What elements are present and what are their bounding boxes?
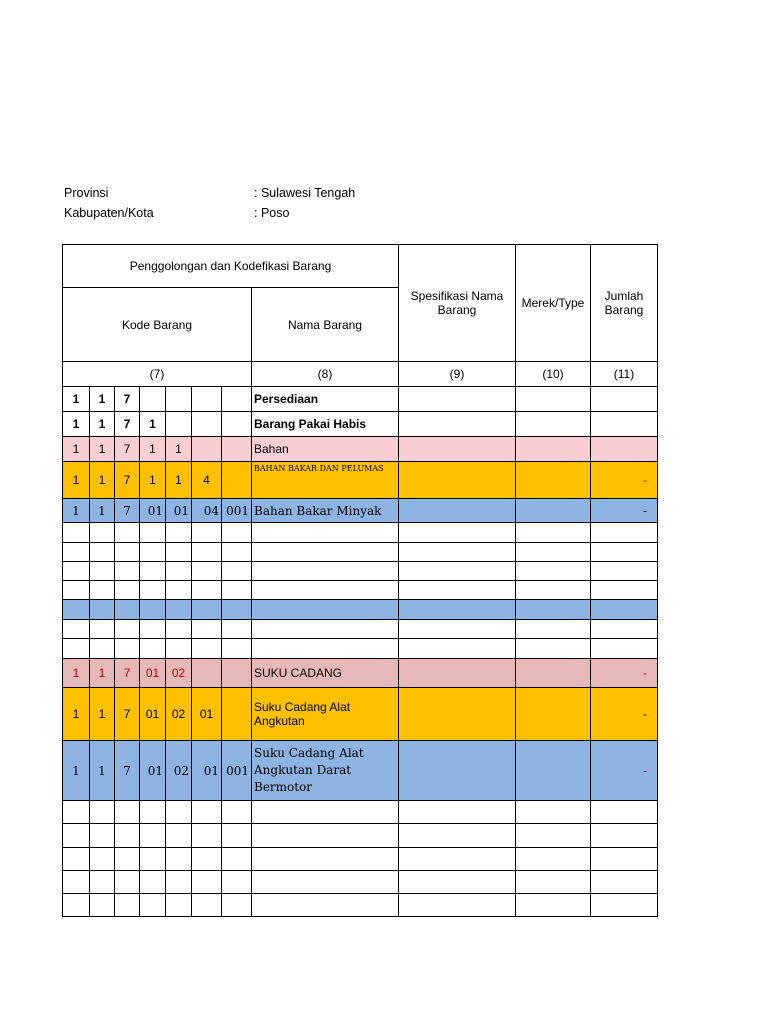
code-cell: 1 [90,387,115,412]
code-cell: 01 [140,499,166,523]
nama-header: Nama Barang [252,288,399,362]
spesifikasi-header: Spesifikasi Nama Barang [399,245,516,362]
item-name: Persediaan [252,387,399,412]
table-row [63,688,658,741]
code-cell [140,387,166,412]
code-cell: 7 [115,688,140,741]
code-cell: 7 [115,462,140,499]
code-cell: 1 [63,741,90,801]
code-cell [222,659,252,688]
code-cell: 1 [90,741,115,801]
empty-row [63,824,658,848]
code-cell: 1 [90,462,115,499]
code-cell: 1 [63,437,90,462]
code-cell [222,387,252,412]
jumlah-header: Jumlah Barang [591,245,658,362]
code-cell [222,437,252,462]
col-number: (11) [591,362,658,387]
empty-row [63,581,658,600]
table-row [63,659,658,688]
code-cell: 01 [140,688,166,741]
col-number: (9) [399,362,516,387]
kode-header: Kode Barang [63,288,252,362]
code-cell: 1 [140,462,166,499]
code-cell [192,437,222,462]
code-cell [166,412,192,437]
code-cell [192,412,222,437]
code-cell [192,659,222,688]
code-cell: 1 [63,688,90,741]
code-cell: 1 [90,412,115,437]
col-number: (10) [516,362,591,387]
kabupaten-value: : Poso [254,206,290,220]
empty-row [63,600,658,620]
code-cell: 7 [115,412,140,437]
code-cell: 04 [192,499,222,523]
code-cell: 1 [63,462,90,499]
code-cell: 4 [192,462,222,499]
code-cell: 1 [63,412,90,437]
code-cell: 01 [140,741,166,801]
code-cell [192,387,222,412]
code-cell: 02 [166,741,192,801]
code-cell [222,412,252,437]
empty-row [63,894,658,917]
code-cell [222,462,252,499]
code-cell: 1 [166,462,192,499]
kabupaten-label: Kabupaten/Kota [64,206,154,220]
empty-row [63,543,658,562]
empty-row [63,848,658,871]
empty-row [63,523,658,543]
code-cell: 01 [140,659,166,688]
col-number: (8) [252,362,399,387]
item-name: Bahan Bakar Minyak [252,499,399,523]
code-cell: 1 [140,437,166,462]
col-number: (7) [63,362,252,387]
code-cell: 1 [90,659,115,688]
jumlah-value: - [591,499,658,523]
code-cell: 001 [222,499,252,523]
code-cell: 1 [63,387,90,412]
table-row [63,741,658,801]
item-name: BAHAN BAKAR DAN PELUMAS [252,462,399,499]
item-name: Suku Cadang Alat Angkutan [252,688,399,741]
empty-row [63,871,658,894]
code-cell: 01 [166,499,192,523]
table-row [63,499,658,523]
inventory-table [62,244,658,917]
provinsi-label: Provinsi [64,186,109,200]
code-cell: 7 [115,437,140,462]
table-row [63,462,658,499]
code-cell: 7 [115,741,140,801]
code-cell: 1 [140,412,166,437]
code-cell: 1 [166,437,192,462]
jumlah-value: - [591,462,658,499]
item-name: Suku Cadang Alat Angkutan Darat Bermotor [252,741,399,801]
code-cell: 01 [192,741,222,801]
empty-row [63,639,658,659]
code-cell: 1 [90,499,115,523]
code-cell: 1 [63,659,90,688]
jumlah-value: - [591,741,658,801]
code-cell [222,688,252,741]
jumlah-value: - [591,688,658,741]
jumlah-value: - [591,659,658,688]
empty-row [63,562,658,581]
code-cell [166,387,192,412]
code-cell: 001 [222,741,252,801]
code-cell: 1 [63,499,90,523]
code-cell: 01 [192,688,222,741]
table-row [63,387,658,412]
group-header: Penggolongan dan Kodefikasi Barang [63,245,399,288]
table-row [63,412,658,437]
empty-row [63,620,658,639]
code-cell: 1 [90,437,115,462]
item-name: Bahan [252,437,399,462]
code-cell: 7 [115,659,140,688]
merek-header: Merek/Type [516,245,591,362]
code-cell: 02 [166,659,192,688]
empty-row [63,801,658,824]
code-cell: 02 [166,688,192,741]
code-cell: 7 [115,387,140,412]
code-cell: 1 [90,688,115,741]
provinsi-value: : Sulawesi Tengah [254,186,356,200]
code-cell: 7 [115,499,140,523]
item-name: SUKU CADANG [252,659,399,688]
table-row [63,437,658,462]
item-name: Barang Pakai Habis [252,412,399,437]
